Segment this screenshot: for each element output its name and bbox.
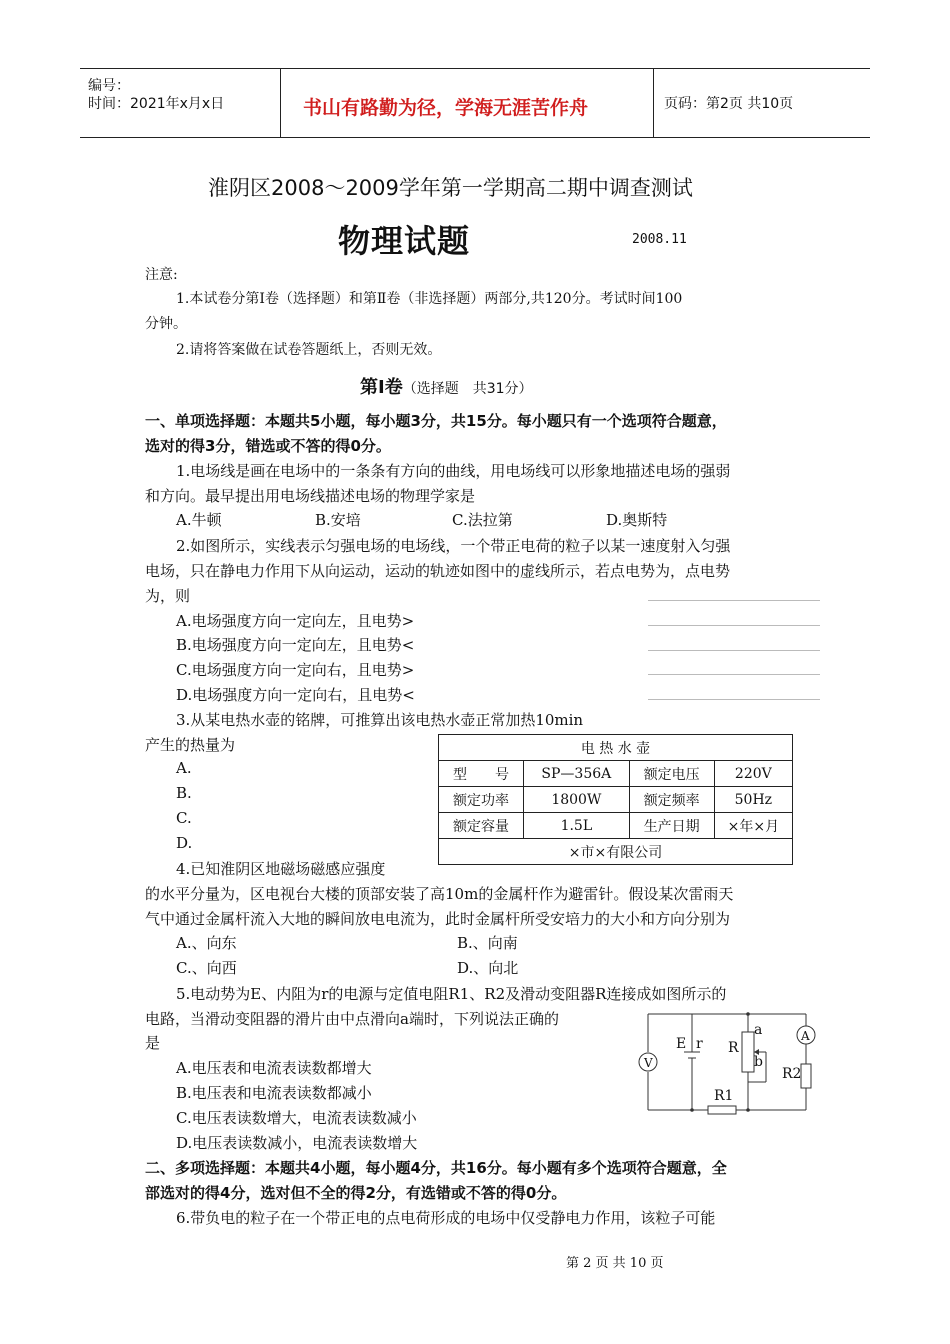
- q5-stem-cont2: 是: [145, 1034, 161, 1052]
- header-time: 时间：2021年x月x日: [88, 96, 225, 112]
- q5-option-c: C.电压表读数增大，电流表读数减小: [176, 1109, 417, 1127]
- field-line: [648, 600, 820, 601]
- page-header: [80, 68, 870, 138]
- q1-stem: 1.电场线是画在电场中的一条条有方向的曲线，用电场线可以形象地描述电场的强弱: [176, 462, 731, 480]
- header-motto: 书山有路勤为径，学海无涯苦作舟: [303, 97, 589, 119]
- q3-option-d: D.: [176, 834, 193, 852]
- q5-stem-cont: 电路，当滑动变阻器的滑片由中点滑向a端时，下列说法正确的: [145, 1010, 559, 1028]
- field-line: [648, 625, 820, 626]
- notice-item-2: 2.请将答案做在试卷答题纸上，否则无效。: [176, 342, 442, 358]
- table-cell: 220V: [714, 761, 792, 787]
- table-cell: 50Hz: [714, 787, 792, 813]
- q4-stem-cont: 的水平分量为，区电视台大楼的顶部安装了高10m的金属杆作为避雷针。假设某次雷雨天: [145, 885, 734, 903]
- r2-label: R2: [782, 1066, 802, 1082]
- exam-title: 淮阴区2008～2009学年第一学期高二期中调查测试: [208, 176, 693, 200]
- table-cell: 1.5L: [524, 813, 630, 839]
- q2-option-b: B.电场强度方向一定向左，且电势<: [176, 636, 415, 654]
- q5-option-b: B.电压表和电流表读数都减小: [176, 1084, 372, 1102]
- emf-label: E: [676, 1036, 687, 1052]
- q4-option-c: C.、向西: [176, 959, 237, 977]
- q1-option-b: B.安培: [315, 511, 361, 529]
- q4-option-a: A.、向东: [176, 934, 237, 952]
- subject-title: 物理试题: [338, 222, 471, 260]
- terminal-a-label: a: [754, 1022, 763, 1038]
- ammeter-label: A: [801, 1029, 810, 1043]
- header-number: 编号：: [88, 78, 130, 94]
- q1-option-c: C.法拉第: [452, 511, 513, 529]
- q4-stem-cont2: 气中通过金属杆流入大地的瞬间放电电流为，此时金属杆所受安培力的大小和方向分别为: [145, 910, 731, 928]
- q4-option-d: D.、向北: [457, 959, 519, 977]
- internal-resistance-label: r: [696, 1036, 703, 1052]
- table-cell: 额定频率: [629, 787, 714, 813]
- table-cell: 生产日期: [629, 813, 714, 839]
- q5-option-d: D.电压表读数减小，电流表读数增大: [176, 1134, 418, 1152]
- nameplate-title: 电 热 水 壶: [439, 735, 793, 761]
- exam-date: 2008.11: [632, 232, 687, 247]
- terminal-b-label: b: [754, 1054, 763, 1070]
- q5-stem: 5.电动势为E、内阻为r的电源与定值电阻R1、R2及滑动变阻器R连接成如图所示的: [176, 985, 727, 1003]
- q1-option-d: D.奥斯特: [606, 511, 668, 529]
- part1-heading: [360, 373, 533, 399]
- voltmeter-label: V: [644, 1056, 653, 1070]
- q6-stem: 6.带负电的粒子在一个带正电的点电荷形成的电场中仅受静电力作用，该粒子可能: [176, 1209, 716, 1227]
- q1-option-a: A.牛顿: [176, 511, 222, 529]
- table-cell: ×年×月: [714, 813, 792, 839]
- header-page: 页码：第2页 共10页: [664, 96, 794, 112]
- kettle-nameplate-table: [438, 734, 793, 865]
- notice-item-1-cont: 分钟。: [145, 316, 187, 332]
- table-cell: SP—356A: [524, 761, 630, 787]
- q5-option-a: A.电压表和电流表读数都增大: [176, 1059, 372, 1077]
- field-line: [648, 699, 820, 700]
- notice-heading: 注意:: [145, 267, 178, 283]
- header-divider: [653, 69, 654, 137]
- part1-title: 第Ⅰ卷: [360, 377, 403, 398]
- q3-stem-cont: 产生的热量为: [145, 736, 236, 754]
- section1-heading: 一、单项选择题：本题共5小题，每小题3分，共15分。每小题只有一个选项符合题意，: [145, 412, 727, 430]
- q3-option-b: B.: [176, 784, 192, 802]
- q1-stem-cont: 和方向。最早提出用电场线描述电场的物理学家是: [145, 487, 476, 505]
- section2-heading: 二、多项选择题：本题共4小题，每小题4分，共16分。每小题有多个选项符合题意，全: [145, 1159, 727, 1177]
- q2-stem: 2.如图所示，实线表示匀强电场的电场线，一个带正电荷的粒子以某一速度射入匀强: [176, 537, 731, 555]
- q2-option-d: D.电场强度方向一定向右，且电势<: [176, 686, 415, 704]
- q3-stem: 3.从某电热水壶的铭牌，可推算出该电热水壶正常加热10min: [176, 711, 584, 729]
- q2-stem-cont2: 为，则: [145, 587, 191, 605]
- q3-option-c: C.: [176, 809, 192, 827]
- q2-stem-cont: 电场，只在静电力作用下从向运动，运动的轨迹如图中的虚线所示，若点电势为，点电势: [145, 562, 731, 580]
- header-divider: [280, 69, 281, 137]
- notice-item-1: 1.本试卷分第Ⅰ卷（选择题）和第Ⅱ卷（非选择题）两部分,共120分。考试时间100: [176, 291, 683, 307]
- q2-option-a: A.电场强度方向一定向左，且电势>: [176, 612, 415, 630]
- circuit-diagram: [636, 1006, 826, 1116]
- field-line: [648, 674, 820, 675]
- r1-label: R1: [714, 1088, 734, 1104]
- table-cell: 额定功率: [439, 787, 524, 813]
- table-cell: 1800W: [524, 787, 630, 813]
- part1-subtitle: （选择题 共31分）: [402, 381, 533, 397]
- section1-heading-cont: 选对的得3分，错选或不答的得0分。: [145, 437, 391, 455]
- section2-heading-cont: 部选对的得4分，选对但不全的得2分，有选错或不答的得0分。: [145, 1184, 567, 1202]
- q4-option-b: B.、向南: [457, 934, 518, 952]
- q3-option-a: A.: [176, 759, 192, 777]
- table-cell: 额定电压: [629, 761, 714, 787]
- page-footer: 第 2 页 共 10 页: [566, 1256, 664, 1271]
- nameplate-footer: ×市×有限公司: [439, 839, 793, 865]
- q2-option-c: C.电场强度方向一定向右，且电势>: [176, 661, 415, 679]
- field-line: [648, 650, 820, 651]
- table-cell: 额定容量: [439, 813, 524, 839]
- q4-stem: 4.已知淮阴区地磁场磁感应强度: [176, 860, 386, 878]
- rheostat-label: R: [728, 1040, 739, 1056]
- table-cell: 型 号: [439, 761, 524, 787]
